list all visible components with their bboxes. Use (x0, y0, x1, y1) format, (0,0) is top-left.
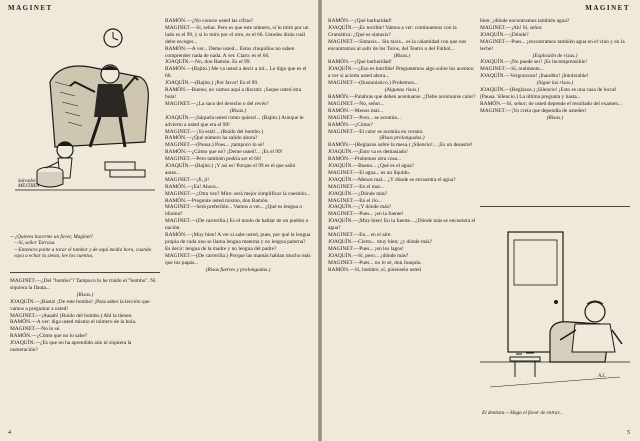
page-number-left: 4 (8, 430, 11, 436)
dialogue-line: MAGINET.—En... en el aire. (328, 232, 392, 239)
illustration-drummer (10, 22, 160, 197)
dialogue-line: RAMÓN.—A ver: diga usted mismo el número de la bola. (10, 319, 137, 326)
dialogue-line: RAMÓN.—¿Cómo que no? ¡Deme usted!... ¡Es el 99! (165, 149, 283, 156)
dialogue-line: RAMÓN.—¡Qué barbaridad! (328, 18, 392, 24)
dialogue-line: JOAQUÍN.—Cierto... muy bien; ¿y dónde más? (328, 239, 433, 245)
stage-direction: (Risas fuertes y prolongadas.) (205, 266, 271, 273)
dialogue-line: MAGINET.—(De carrerilla.) Es el modo de hablar de un pueblo o nación. (165, 218, 309, 232)
dialogue-line: JOAQUÍN.—¡No puede ser! ¡Es incomprensible! (480, 59, 588, 66)
stage-direction: (Algunas risas.) (384, 87, 420, 94)
dialogue-line: MAGINET.—En el mar... (328, 183, 384, 190)
dialogue-line: MAGINET.—Pero también podría ser el 66! (165, 156, 262, 163)
dialogue-line: JOAQUÍN.—¡Sáquela usted como quiera!... (Bajito.) Aunque le advierto a usted que era el 99! (165, 114, 304, 128)
dialogue-line: RAMÓN.—¡Muy bien! A ver si sabe usted, pues, por qué la lengua propia de cada uno se llama lengua materna y no lengua paterna? Es decir: lengua de la madre y no lengua del padre? (165, 232, 311, 252)
dialogue-line: MAGINET.—Pues... no lo sé, don Joaquín. (328, 259, 422, 266)
running-head-left: MAGINET (8, 4, 53, 12)
dialogue-line: JOAQUÍN.—(Bajito.) ¡Y así es! Porque el 99 es el que salió antes... (165, 163, 296, 176)
dialogue-line: MAGINET.—No lo sé. (10, 326, 61, 333)
dialogue-line: RAMÓN.—Sí, señor; de usted depende el resultado del examen... (480, 100, 623, 107)
dialogue-line: JOAQUÍN.—(Reglazos.) ¡Silencio! ¡Esto es una casa de locos! (Pausa. Silencio.) La última pregunta y basta... (480, 87, 617, 100)
dialogue-line: RAMÓN.—¿Cómo? (328, 121, 373, 128)
dialogue-line: JOAQUÍN.—¡Es terrible! Vamos a ver: continuemos con la Gramática: ¿Qué es sintaxis? (328, 24, 457, 38)
dialogue-line: MAGINET.—No, señor... (328, 100, 384, 107)
dialogue-line: RAMÓN.—¿Cómo que no lo sabe? (10, 333, 88, 340)
dialogue-line: RAMÓN.—A ver... Deme usted... Estos chiquillos no saben comprender nada de nada. A ver. Claro: es el 66. (165, 45, 295, 59)
stage-direction: (Risas.) (393, 52, 411, 59)
dialogue-line: JOAQUÍN.—¡Dónde? (480, 31, 529, 38)
dialogue-line: JOAQUÍN.—Bueno... ¿Qué es el agua? (328, 163, 414, 170)
stage-direction: (Risas.) (76, 291, 94, 298)
dialogue-line: MAGINET.—(Ilusionístico.) Probemos... (328, 80, 418, 87)
dialogue-line: RAMÓN.—¿Qué número ha salido ahora? (165, 135, 258, 142)
dialogue-line: MAGINET.—¡Ya está!... (Ruido del bombo.) (165, 128, 264, 135)
illustration-dentist (480, 212, 630, 408)
dialogue-line: MAGINET.—(Pausa.) Pues... ¡tampoco lo sé! (165, 142, 265, 149)
dialogue-line: JOAQUÍN.—¿Dónde más? (328, 190, 388, 197)
svg-text:Salvador: Salvador (18, 179, 37, 184)
running-head-right: MAGINET (585, 4, 630, 12)
dialogue-line: MAGINET.—Será preferible... Vamos a ver... ¿Qué es lengua o idioma? (165, 204, 303, 218)
right-page-column-1 (328, 18, 476, 274)
left-page-column-2 (165, 18, 311, 274)
dialogue-line: MAGINET.—Pero... se acentúa... (328, 114, 401, 121)
dialogue-line: MAGINET.—El agua... es un líquido. (328, 169, 411, 176)
dialogue-line: RAMÓN.—Menos mal... (328, 107, 383, 114)
dialogue-line: JOAQUÍN.—¡Muy bien! En la fuente... ¿Dónde más se encuentra el agua? (328, 218, 476, 232)
caption-line: —¿Quieres hacerme un favor, Maginet? (10, 234, 94, 240)
dialogue-line: JOAQUÍN.—¡Esto va es demasiado! (328, 149, 408, 156)
right-illustration-caption: El dentista.—Haga el favor de entrar... (482, 410, 563, 416)
dialogue-line: JOAQUÍN.—(Bajito.) ¡Por favor! Es el 99. (165, 80, 259, 87)
dialogue-line: MAGINET.—¿Otra vez? Mire: será mejor simplificar la cuestión... (165, 190, 310, 197)
dialogue-line: MAGINET.—El calor se acentúa en verano. (328, 128, 424, 135)
dialogue-line: MAGINET.—Sí, realmente... (480, 66, 544, 73)
dialogue-line: RAMÓN.—Palabras que deben acentuarse. ¿Debe acentuarse calor? (328, 93, 476, 100)
dialogue-line: JOAQUÍN.—Menos mal... ¿Y dónde se encuentra el agua? (328, 176, 456, 183)
dialogue-line: MAGINET.—Pues... ¡en la fuente! (328, 211, 404, 218)
stage-direction: (Risas.) (229, 107, 247, 114)
dialogue-line: MAGINET.—Sintaxis... Sin taxis... es la calamidad con que nos encontramos al salir de los Toros, del Teatro o del Fútbol... (328, 38, 467, 52)
dialogue-line: RAMÓN.—(Bajito.) Me va usted a decir a mí... Le digo que es el 66. (165, 66, 307, 80)
dialogue-line: MAGINET.—Pues... ¡encontramos también agua en el vino y en la leche! (480, 38, 625, 52)
svg-text:MESTRES: MESTRES (18, 184, 40, 189)
divider-rule (10, 272, 160, 273)
stage-direction: (Risas.) (546, 114, 564, 121)
dialogue-line: MAGINET.—Pues... ¡en los lagos! (328, 245, 404, 252)
page-number-right: 5 (627, 430, 630, 436)
dialogue-line: RAMÓN.—Bueno; no vamos aquí a discutir. ¡Saque usted otra bola! (165, 87, 302, 100)
dialogue-line: JOAQUÍN.—Sí, pero... ¿dónde más? (328, 252, 409, 259)
dialogue-line: RAMÓN.—Probemos otra cosa... (328, 156, 402, 163)
left-illustration-caption (10, 234, 160, 260)
dialogue-line: JOAQUÍN.—¿Es que no ha aprendido aún ni siquiera la numeración? (10, 340, 132, 354)
dialogue-line: JOAQUÍN.—No, don Ramón. Es el 99. (165, 59, 251, 66)
dialogue-line: RAMÓN.—Pregunte usted mismo, don Ramón. (165, 197, 269, 204)
dialogue-line: JOAQUÍN.—Vergonzoso! ¡Inaudito! ¡Intolerable! (480, 73, 589, 80)
stage-direction: (Explosión de risas.) (532, 52, 578, 59)
dialogue-line: MAGINET.—¡Yo creía que dependía de ustedes! (480, 107, 587, 114)
dialogue-line: MAGINET.—(De carrerilla.) Porque las mamás hablan mucho más que los papás... (165, 252, 311, 266)
dialogue-line: MAGINET.—¿La saco del derecho o del revés? (165, 100, 269, 107)
stage-direction: (Sigue las risas.) (536, 80, 574, 87)
dialogue-line: JOAQUÍN.—¡Basta! ¡De este bombo! ¡Para saber la lección que vamos a preguntar a usted! (10, 298, 150, 312)
dialogue-line: RAMÓN.—(Reglazos sobre la mesa.) ¡Silencio!... ¡Es un desastre! (328, 142, 473, 149)
stage-direction: (Risas prolongadas.) (379, 135, 425, 142)
dialogue-line: MAGINET.—Sí, señor. Pero es que este número, si lo miro por un lado es el 99, y si lo miro por el otro, es el 66. Ustedes dirán cuál debo escoger... (165, 24, 309, 45)
right-page-column-2 (480, 18, 630, 122)
dialogue-line: MAGINET.—En el río... (328, 197, 382, 204)
right-page (322, 0, 640, 441)
left-page-column-1-lower (10, 278, 160, 354)
dialogue-line: MAGINET.—¡Aaaah! (Ruido del bombo.) Ahí la tienen. (10, 312, 133, 319)
dialogue-line: JOAQUÍN.—¿Y dónde más? (328, 204, 392, 211)
dialogue-line: RAMÓN.—Sí, hombre, sí; pióenselo usted (328, 266, 421, 273)
svg-text:A.L.: A.L. (598, 374, 607, 379)
dialogue-line: RAMÓN.—¿No conoce usted las cifras? (165, 18, 254, 24)
dialogue-line: bien: ¿dónde encontramos también agua? (480, 18, 570, 24)
caption-line: —Entonces ponte a tocar el tambor y de aquí media hora, cuando vaya a echar la siesta, lee los cuentos. (14, 246, 152, 260)
divider-rule (480, 206, 630, 207)
dialogue-line: MAGINET.—¡Ji, ji! (165, 176, 210, 183)
dialogue-line: MAGINET.—¿Del "bombo"? Tampoco lo he traído el "bombo". Ni siquiera la flauta... (10, 278, 156, 291)
dialogue-line: MAGINET.—¡Ah! Sí, señor. (480, 24, 543, 31)
dialogue-line: RAMÓN.—¡Ea! Ahora... (165, 183, 220, 190)
dialogue-line: JOAQUÍN.—¿Eso es horrible! Preguntemos algo sobre los acentos: a ver si acierta usted ahora... (328, 66, 475, 80)
left-page (0, 0, 318, 441)
dialogue-line: RAMÓN.—¡Qué barbaridad! (328, 59, 392, 66)
caption-line: —Sí, señor Tarrasa. (14, 240, 56, 247)
